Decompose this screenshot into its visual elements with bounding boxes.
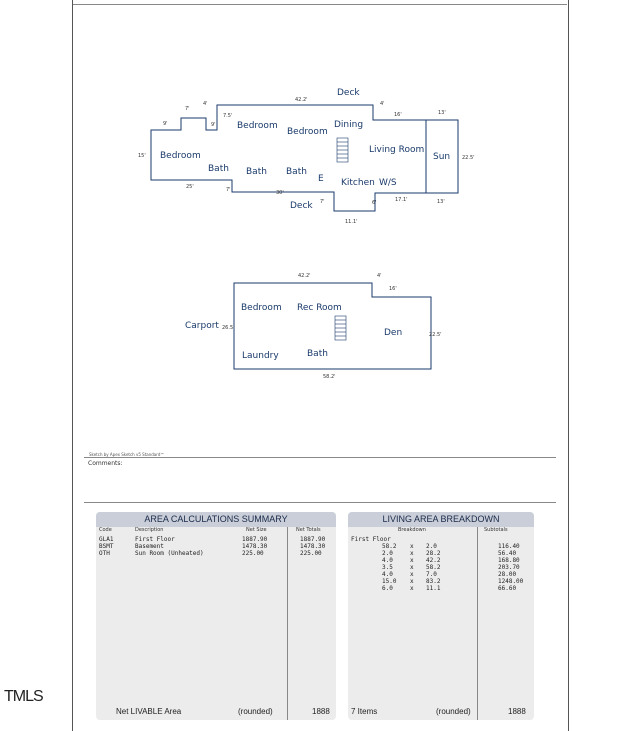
multiply-sign: x bbox=[410, 550, 414, 557]
col-header: Breakdown bbox=[398, 527, 426, 533]
dimension-label: 16' bbox=[389, 286, 397, 292]
breakdown-cell-a: 58.2 bbox=[382, 543, 397, 550]
col-header: Code bbox=[99, 527, 112, 533]
dimension-label: 15' bbox=[138, 153, 146, 159]
panel-title: AREA CALCULATIONS SUMMARY bbox=[96, 512, 336, 527]
dimension-label: 4' bbox=[380, 101, 385, 107]
breakdown-cell-b: 83.2 bbox=[426, 578, 441, 585]
floor2-stairs bbox=[335, 316, 346, 340]
room-label: Deck bbox=[337, 88, 360, 98]
floor1-stairs bbox=[337, 138, 348, 162]
dimension-label: 25' bbox=[186, 184, 194, 190]
summary-cell-total: 225.00 bbox=[300, 550, 322, 557]
multiply-sign: x bbox=[410, 543, 414, 550]
summary-cell-size: 225.00 bbox=[242, 550, 264, 557]
divider bbox=[84, 502, 556, 503]
breakdown-cell-b: 11.1 bbox=[426, 585, 441, 592]
room-label: Bath bbox=[307, 349, 328, 359]
comments-label: Comments: bbox=[88, 460, 123, 467]
room-label: Bedroom bbox=[237, 121, 278, 131]
breakdown-cell-b: 42.2 bbox=[426, 557, 441, 564]
summary-cell-desc: Sun Room (Unheated) bbox=[135, 550, 204, 557]
multiply-sign: x bbox=[410, 564, 414, 571]
room-label: Laundry bbox=[242, 351, 279, 361]
dimension-label: 30' bbox=[276, 190, 284, 196]
summary-cell-total: 1478.30 bbox=[300, 543, 326, 550]
breakdown-cell-sub: 66.60 bbox=[498, 585, 517, 592]
breakdown-cell-sub: 116.40 bbox=[498, 543, 520, 550]
dimension-label: 17.1' bbox=[395, 197, 408, 203]
area-calculations-panel bbox=[96, 512, 336, 720]
dimension-label: 11.1' bbox=[345, 219, 358, 225]
breakdown-cell-sub: 28.00 bbox=[498, 571, 517, 578]
footer-items: 7 Items bbox=[351, 707, 378, 716]
dimension-label: 4' bbox=[203, 101, 208, 107]
dimension-label: 22.5' bbox=[462, 155, 475, 161]
col-header: Subtotals bbox=[484, 527, 508, 533]
room-label: W/S bbox=[379, 178, 397, 188]
room-label: Sun bbox=[433, 152, 451, 162]
multiply-sign: x bbox=[410, 578, 414, 585]
breakdown-cell-sub: 168.80 bbox=[498, 557, 520, 564]
breakdown-cell-sub: 1248.00 bbox=[498, 578, 524, 585]
summary-cell-desc: Basement bbox=[135, 543, 164, 550]
breakdown-cell-a: 2.0 bbox=[382, 550, 393, 557]
footer-rounded: (rounded) bbox=[238, 707, 273, 716]
breakdown-cell-b: 28.2 bbox=[426, 550, 441, 557]
divider bbox=[84, 457, 556, 458]
dimension-label: 42.2' bbox=[298, 273, 311, 279]
footer-label: Net LIVABLE Area bbox=[116, 707, 182, 716]
col-header: Description bbox=[135, 527, 164, 533]
breakdown-cell-b: 58.2 bbox=[426, 564, 441, 571]
breakdown-section: First Floor bbox=[351, 536, 391, 543]
room-label: E bbox=[318, 174, 324, 184]
dimension-label: 9' bbox=[211, 122, 216, 128]
multiply-sign: x bbox=[410, 585, 414, 592]
breakdown-cell-a: 15.0 bbox=[382, 578, 397, 585]
room-label: Bath bbox=[208, 164, 229, 174]
dimension-label: 13' bbox=[438, 110, 446, 116]
room-label: Bedroom bbox=[160, 151, 201, 161]
breakdown-cell-b: 7.0 bbox=[426, 571, 437, 578]
room-label: Deck bbox=[290, 201, 313, 211]
living-area-breakdown-panel bbox=[348, 512, 534, 720]
room-label: Bedroom bbox=[241, 303, 282, 313]
breakdown-cell-sub: 56.40 bbox=[498, 550, 517, 557]
room-label: Bath bbox=[246, 167, 267, 177]
dimension-label: 42.2' bbox=[295, 97, 308, 103]
panel-title: LIVING AREA BREAKDOWN bbox=[348, 512, 534, 527]
dimension-label: 58.2' bbox=[323, 374, 336, 380]
summary-cell-code: OTH bbox=[99, 550, 110, 557]
footer-rounded: (rounded) bbox=[436, 707, 471, 716]
col-header: Net Size bbox=[246, 527, 267, 533]
dimension-label: 7' bbox=[226, 187, 231, 193]
breakdown-cell-a: 4.0 bbox=[382, 571, 393, 578]
dimension-label: 7.5' bbox=[223, 113, 233, 119]
summary-cell-code: GLA1 bbox=[99, 536, 114, 543]
breakdown-cell-a: 6.0 bbox=[382, 585, 393, 592]
footer-value: 1888 bbox=[312, 707, 330, 716]
dimension-label: 9' bbox=[163, 121, 168, 127]
dimension-label: 22.5' bbox=[429, 332, 442, 338]
footer-value: 1888 bbox=[508, 707, 526, 716]
column-divider bbox=[477, 527, 478, 720]
room-label: Bedroom bbox=[287, 127, 328, 137]
room-label: Kitchen bbox=[341, 178, 375, 188]
summary-cell-size: 1887.90 bbox=[242, 536, 268, 543]
col-header: Net Totals bbox=[296, 527, 321, 533]
dimension-label: 6' bbox=[372, 200, 377, 206]
mls-watermark: TMLS bbox=[4, 688, 43, 705]
summary-cell-size: 1478.30 bbox=[242, 543, 268, 550]
breakdown-cell-sub: 203.70 bbox=[498, 564, 520, 571]
room-label: Living Room bbox=[369, 145, 425, 155]
dimension-label: 7' bbox=[185, 106, 190, 112]
column-divider bbox=[287, 527, 288, 720]
room-label: Dining bbox=[334, 120, 364, 130]
summary-cell-code: BSMT bbox=[99, 543, 114, 550]
dimension-label: 7' bbox=[320, 199, 325, 205]
room-label: Bath bbox=[286, 167, 307, 177]
multiply-sign: x bbox=[410, 557, 414, 564]
room-label: Carport bbox=[185, 321, 219, 331]
dimension-label: 16' bbox=[394, 112, 402, 118]
summary-cell-desc: First Floor bbox=[135, 536, 175, 543]
dimension-label: 13' bbox=[437, 199, 445, 205]
breakdown-cell-a: 4.0 bbox=[382, 557, 393, 564]
breakdown-cell-a: 3.5 bbox=[382, 564, 393, 571]
multiply-sign: x bbox=[410, 571, 414, 578]
summary-cell-total: 1887.90 bbox=[300, 536, 326, 543]
room-label: Rec Room bbox=[297, 303, 342, 313]
dimension-label: 4' bbox=[377, 273, 382, 279]
sketch-credit: Sketch by Apex Sketch v5 Standard™ bbox=[89, 452, 165, 457]
dimension-label: 26.5' bbox=[222, 325, 235, 331]
room-label: Den bbox=[384, 328, 403, 338]
breakdown-cell-b: 2.0 bbox=[426, 543, 437, 550]
